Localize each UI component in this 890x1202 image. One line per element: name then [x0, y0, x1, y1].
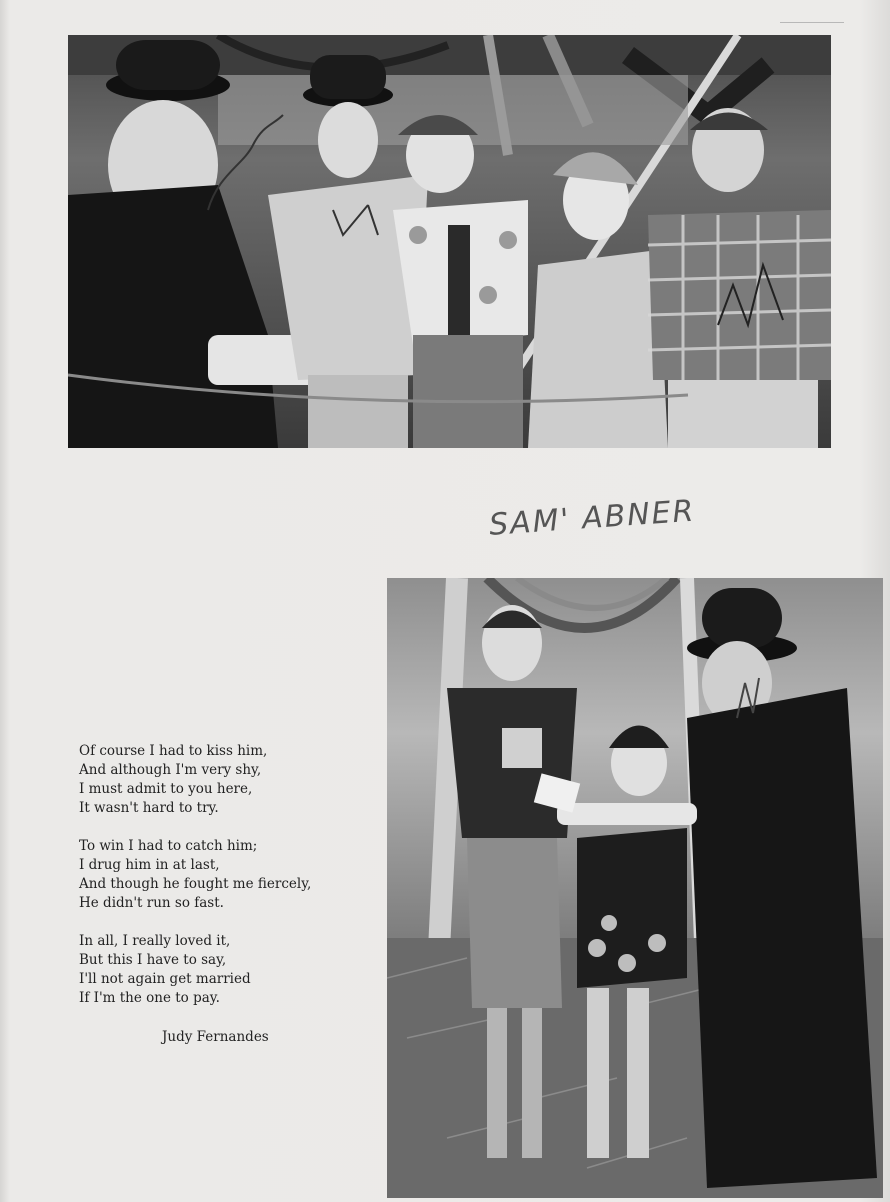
handwritten-caption: SAM' ABNER	[488, 493, 697, 543]
poem-stanza	[79, 932, 379, 1008]
bottom-photo-image	[387, 578, 883, 1198]
poem-line: And though he fought me fiercely,	[79, 876, 312, 892]
top-photo-image	[68, 35, 831, 448]
poem-stanza	[79, 837, 379, 913]
poem-line: I must admit to you here,	[79, 781, 253, 797]
poem-line: I'll not again get married	[79, 971, 251, 987]
poem-line: In all, I really loved it,	[79, 933, 231, 949]
top-photo	[68, 35, 831, 448]
poem-line: But this I have to say,	[79, 952, 227, 968]
poem-author: Judy Fernandes	[162, 1029, 269, 1045]
poem-line: And although I'm very shy,	[79, 762, 262, 778]
poem-line: Of course I had to kiss him,	[79, 743, 268, 759]
poem-line: To win I had to catch him;	[79, 838, 258, 854]
poem-line: If I'm the one to pay.	[79, 990, 220, 1006]
poem-line: I drug him in at last,	[79, 857, 220, 873]
poem	[79, 742, 379, 1027]
poem-stanza	[79, 742, 379, 818]
poem-line: It wasn't hard to try.	[79, 800, 219, 816]
bottom-photo	[387, 578, 883, 1198]
poem-line: He didn't run so fast.	[79, 895, 224, 911]
page-mark	[780, 22, 844, 23]
